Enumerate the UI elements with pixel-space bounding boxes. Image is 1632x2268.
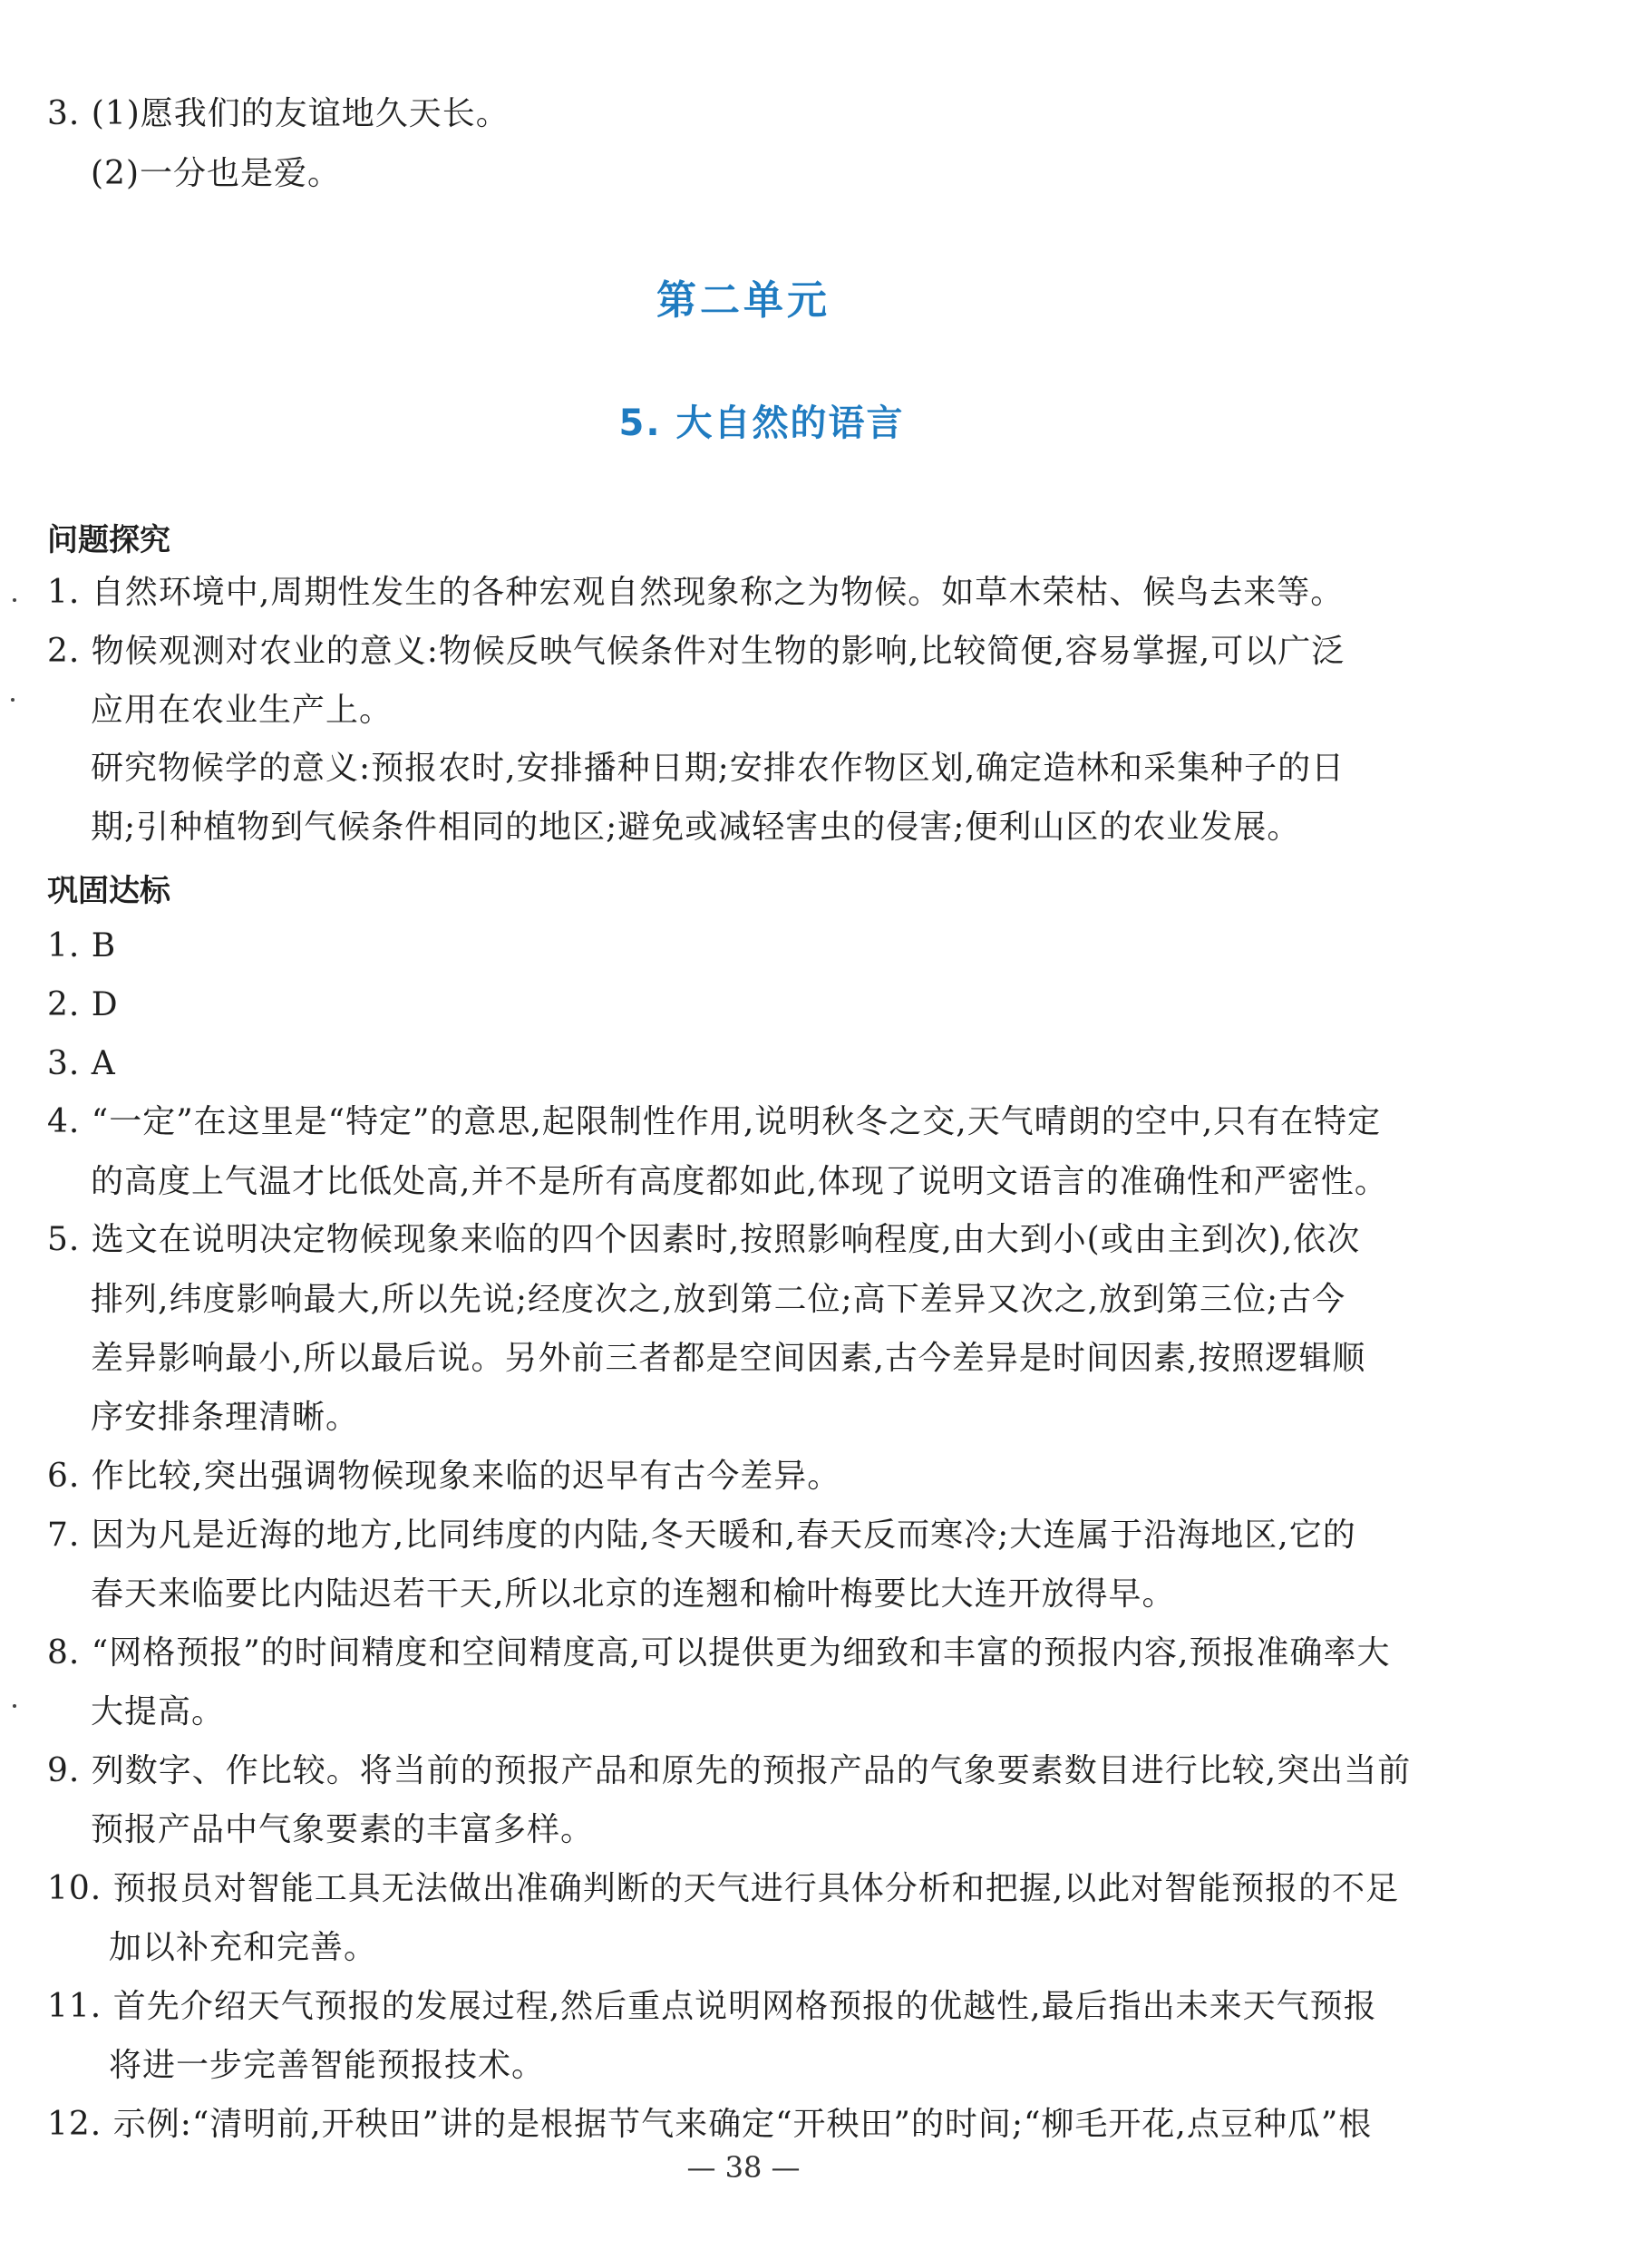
inquiry-item-continuation: 应用在农业生产上。: [91, 692, 393, 729]
inquiry-item: 1. 自然环境中,周期性发生的各种宏观自然现象称之为物候。如草木荣枯、候鸟去来等。: [47, 574, 1345, 611]
answer-line: 11. 首先介绍天气预报的发展过程,然后重点说明网格预报的优越性,最后指出未来天气预报: [47, 1988, 1377, 2025]
answer-line: 12. 示例:“清明前,开秧田”讲的是根据节气来确定“开秧田”的时间;“柳毛开花,点豆种瓜”根: [47, 2106, 1373, 2143]
answer-line-continuation: 大提高。: [91, 1693, 226, 1730]
lesson-title: 5. 大自然的语言: [618, 402, 905, 444]
answer-line-continuation: 预报产品中气象要素的丰富多样。: [91, 1811, 595, 1848]
inquiry-item-continuation: 期;引种植物到气候条件相同的地区;避免或减轻害虫的侵害;便利山区的农业发展。: [91, 809, 1301, 846]
section-heading-inquiry: 问题探究: [47, 522, 170, 558]
section-heading-consolidation: 巩固达标: [47, 873, 170, 909]
scan-speck: [13, 598, 16, 602]
answer-line-continuation: 差异影响最小,所以最后说。另外前三者都是空间因素,古今差异是时间因素,按照逻辑顺: [91, 1340, 1366, 1377]
scan-speck: [13, 1704, 16, 1708]
answer-line-continuation: 加以补充和完善。: [109, 1929, 378, 1966]
answer-line: 7. 因为凡是近海的地方,比同纬度的内陆,冬天暖和,春天反而寒冷;大连属于沿海地区,它的: [47, 1517, 1356, 1554]
answer-line: 3. A: [47, 1045, 116, 1082]
inquiry-item: 2. 物候观测对农业的意义:物候反映气候条件对生物的影响,比较简便,容易掌握,可以广泛: [47, 633, 1345, 670]
answer-line: 6. 作比较,突出强调物候现象来临的迟早有古今差异。: [47, 1458, 841, 1495]
answer-3-1: 3. (1)愿我们的友谊地久天长。: [47, 95, 510, 132]
answer-line: 5. 选文在说明决定物候现象来临的四个因素时,按照影响程度,由大到小(或由主到次),依次: [47, 1221, 1361, 1258]
answer-line: 4. “一定”在这里是“特定”的意思,起限制性作用,说明秋冬之交,天气晴朗的空中,只有在特定: [47, 1103, 1382, 1140]
answer-line: 8. “网格预报”的时间精度和空间精度高,可以提供更为细致和丰富的预报内容,预报准确率大: [47, 1634, 1391, 1672]
inquiry-item: 研究物候学的意义:预报农时,安排播种日期;安排农作物区划,确定造林和采集种子的日: [91, 750, 1345, 787]
answer-line: 10. 预报员对智能工具无法做出准确判断的天气进行具体分析和把握,以此对智能预报的不足: [47, 1870, 1400, 1907]
unit-title: 第二单元: [656, 277, 831, 324]
answer-line-continuation: 春天来临要比内陆迟若干天,所以北京的连翘和榆叶梅要比大连开放得早。: [91, 1575, 1176, 1613]
answer-line-continuation: 序安排条理清晰。: [91, 1399, 360, 1436]
answer-line: 1. B: [47, 927, 117, 964]
page-number: — 38 —: [686, 2150, 801, 2185]
answer-line: 2. D: [47, 986, 119, 1023]
answer-line-continuation: 排列,纬度影响最大,所以先说;经度次之,放到第二位;高下差异又次之,放到第三位;古今: [91, 1281, 1346, 1318]
answer-3-2: (2)一分也是爱。: [91, 155, 341, 192]
scan-speck: [11, 698, 15, 702]
answer-line-continuation: 的高度上气温才比低处高,并不是所有高度都如此,体现了说明文语言的准确性和严密性。: [91, 1163, 1388, 1200]
answer-line: 9. 列数字、作比较。将当前的预报产品和原先的预报产品的气象要素数目进行比较,突出当前: [47, 1752, 1412, 1789]
answer-line-continuation: 将进一步完善智能预报技术。: [109, 2047, 546, 2084]
